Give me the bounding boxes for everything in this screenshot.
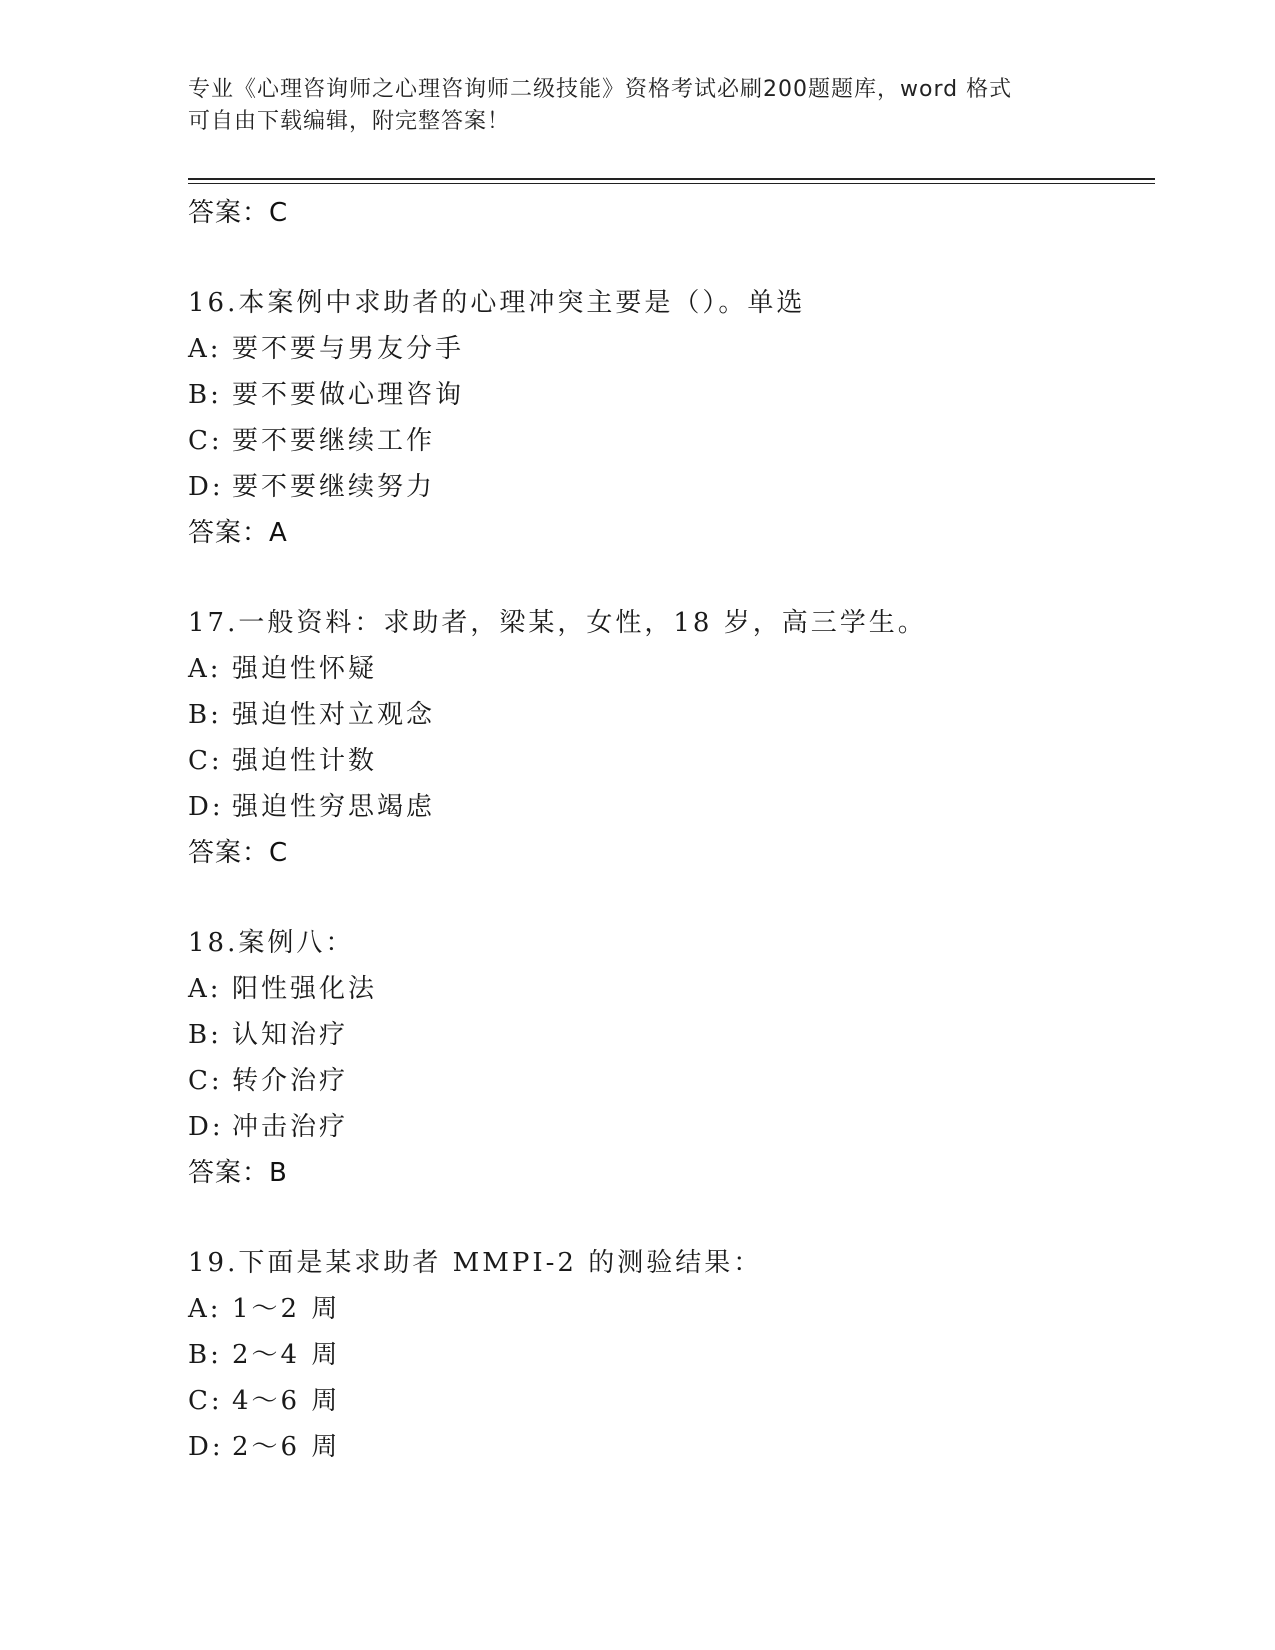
option-d [188,1424,1148,1470]
option-letter: C: [188,746,223,776]
option-text: 冲击治疗 [232,1112,349,1142]
option-letter: B: [188,1020,222,1050]
option-text: 1～2 周 [232,1294,341,1324]
option-letter: D: [188,792,224,822]
question-stem: 19.下面是某求助者 MMPI-2 的测验结果： [188,1248,763,1278]
option-d [188,1104,1148,1150]
option-b [188,692,1148,738]
option-letter: B: [188,380,222,410]
option-a [188,326,1148,372]
option-c [188,1058,1148,1104]
option-letter: C: [188,426,223,456]
question-block-18 [188,920,1148,1196]
option-text: 强迫性对立观念 [232,700,436,730]
option-c [188,738,1148,784]
option-text: 要不要做心理咨询 [232,380,465,410]
option-letter: A: [188,1294,222,1324]
option-letter: A: [188,974,222,1004]
answer-line: 答案：C [188,838,289,868]
option-letter: B: [188,700,222,730]
option-text: 要不要继续努力 [232,472,436,502]
option-a [188,966,1148,1012]
option-text: 2～4 周 [232,1340,341,1370]
option-letter: D: [188,1432,224,1462]
header-line-2: 可自由下载编辑，附完整答案！ [188,109,511,134]
option-text: 要不要与男友分手 [232,334,465,364]
question-block-19 [188,1240,1148,1470]
option-text: 2～6 周 [232,1432,341,1462]
option-b [188,1332,1148,1378]
option-letter: B: [188,1340,222,1370]
question-list [188,190,1148,1470]
option-a [188,646,1148,692]
option-letter: C: [188,1386,223,1416]
option-text: 转介治疗 [232,1066,349,1096]
option-text: 强迫性计数 [232,746,378,776]
option-a [188,1286,1148,1332]
option-b [188,1012,1148,1058]
option-letter: A: [188,654,222,684]
option-letter: D: [188,1112,224,1142]
option-b [188,372,1148,418]
option-text: 强迫性怀疑 [232,654,378,684]
document-header [188,74,1088,138]
option-letter: A: [188,334,222,364]
answer-line: 答案：B [188,1158,288,1188]
option-c [188,418,1148,464]
header-line-1: 专业《心理咨询师之心理咨询师二级技能》资格考试必刷200题题库，word 格式 [188,77,1013,102]
option-text: 认知治疗 [232,1020,349,1050]
question-stem: 17.一般资料：求助者，梁某，女性，18 岁，高三学生。 [188,608,927,638]
option-d [188,464,1148,510]
option-c [188,1378,1148,1424]
option-letter: D: [188,472,224,502]
previous-answer: 答案：C [188,198,289,228]
option-letter: C: [188,1066,223,1096]
option-text: 4～6 周 [232,1386,341,1416]
answer-line: 答案：A [188,518,288,548]
header-divider-thick [188,178,1155,180]
option-text: 强迫性穷思竭虑 [232,792,436,822]
option-text: 要不要继续工作 [232,426,436,456]
question-block-17 [188,600,1148,876]
question-block-16 [188,280,1148,556]
question-stem: 16.本案例中求助者的心理冲突主要是（）。单选 [188,288,806,318]
option-d [188,784,1148,830]
header-divider-thin [188,183,1155,184]
option-text: 阳性强化法 [232,974,378,1004]
question-stem: 18.案例八： [188,928,355,958]
